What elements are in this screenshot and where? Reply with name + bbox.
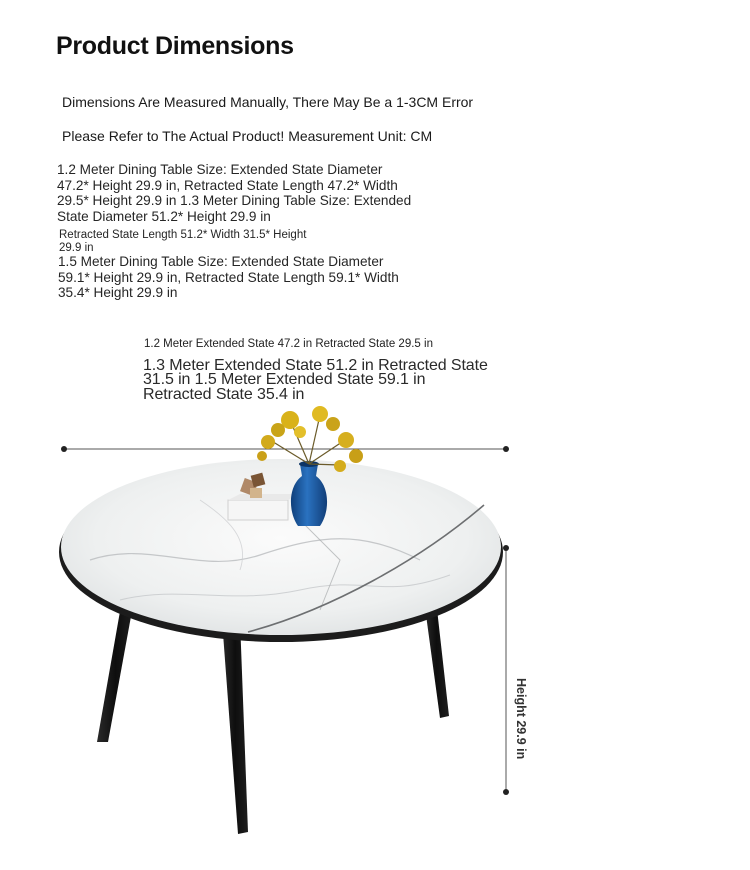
- tabletop: [59, 459, 503, 642]
- measurement-unit-note: Please Refer to The Actual Product! Measurement Unit: CM: [62, 128, 433, 144]
- measurement-error-note: Dimensions Are Measured Manually, There May Be a 1-3CM Error: [62, 94, 474, 110]
- width-caption-small: 1.2 Meter Extended State 47.2 in Retracted State 29.5 in: [144, 338, 433, 350]
- page-title: Product Dimensions: [56, 32, 294, 60]
- height-dimension-line: [503, 545, 509, 795]
- spec-paragraph-3: 1.5 Meter Dining Table Size: Extended State Diameter 59.1* Height 29.9 in, Retracted State Length 59.1* Width 35.4* Height 29.9 in: [58, 254, 399, 301]
- height-caption: Height 29.9 in: [514, 678, 528, 760]
- width-caption-large: 1.3 Meter Extended State 51.2 in Retracted State 31.5 in 1.5 Meter Extended State 59.1 in Retracted State 35.4 in: [143, 357, 488, 403]
- spec-paragraph-2: Retracted State Length 51.2* Width 31.5* Height 29.9 in: [59, 229, 307, 254]
- spec-paragraph-1: 1.2 Meter Dining Table Size: Extended State Diameter 47.2* Height 29.9 in, Retracted State Length 47.2* Width 29.5* Height 29.9 in 1.3 Meter Dining Table Size: Extended State Diameter 51.2* Height 29.9 in: [57, 162, 412, 224]
